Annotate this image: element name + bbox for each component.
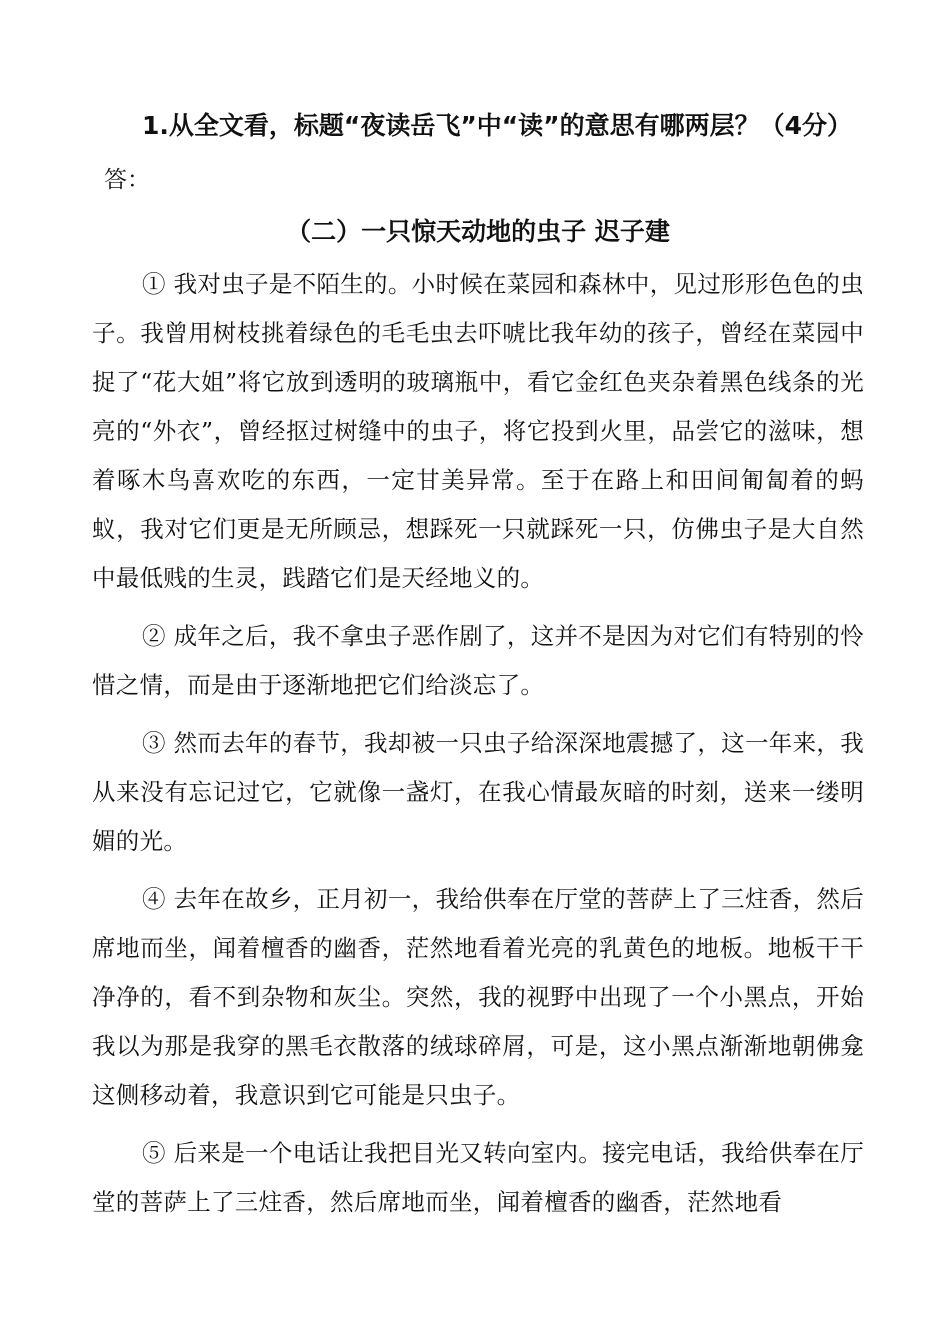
- answer-label: 答：: [104, 167, 150, 193]
- section-title: （二）一只惊天动地的虫子 迟子建: [286, 217, 670, 246]
- paragraph-5: ⑤ 后来是一个电话让我把目光又转向室内。接完电话，我给供奉在厅堂的菩萨上了三炷香，然后席地而坐，闻着檀香的幽香，茫然地看: [92, 1139, 864, 1216]
- paragraph-2: ② 成年之后，我不拿虫子恶作剧了，这并不是因为对它们有特别的怜惜之情，而是由于逐渐地把它们给淡忘了。: [92, 622, 864, 699]
- question-text: 1.从全文看，标题“夜读岳飞”中“读”的意思有哪两层？（4分）: [142, 111, 853, 140]
- paragraph-1: ① 我对虫子是不陌生的。小时候在菜园和森林中，见过形形色色的虫子。我曾用树枝挑着绿色的毛毛虫去吓唬比我年幼的孩子，曾经在菜园中捉了“花大姐”将它放到透明的玻璃瓶中，看它金红色夹杂着黑色线条的光亮的“外衣”，曾经抠过树缝中的虫子，将它投到火里，品尝它的滋味，想着啄木鸟喜欢吃的东西，一定甘美异常。至于在路上和田间匍匐着的蚂蚁，我对它们更是无所顾忌，想踩死一只就踩死一只，仿佛虫子是大自然中最低贱的生灵，践踏它们是天经地义的。: [92, 270, 864, 592]
- document-page: [92, 104, 864, 1236]
- paragraph-4: ④ 去年在故乡，正月初一，我给供奉在厅堂的菩萨上了三炷香，然后席地而坐，闻着檀香的幽香，茫然地看着光亮的乳黄色的地板。地板干干净净的，看不到杂物和灰尘。突然，我的视野中出现了一个小黑点，开始我以为那是我穿的黑毛衣散落的绒球碎屑，可是，这小黑点渐渐地朝佛龛这侧移动着，我意识到它可能是只虫子。: [92, 885, 864, 1109]
- paragraph-3: ③ 然而去年的春节，我却被一只虫子给深深地震撼了，这一年来，我从来没有忘记过它，它就像一盏灯，在我心情最灰暗的时刻，送来一缕明媚的光。: [92, 729, 864, 855]
